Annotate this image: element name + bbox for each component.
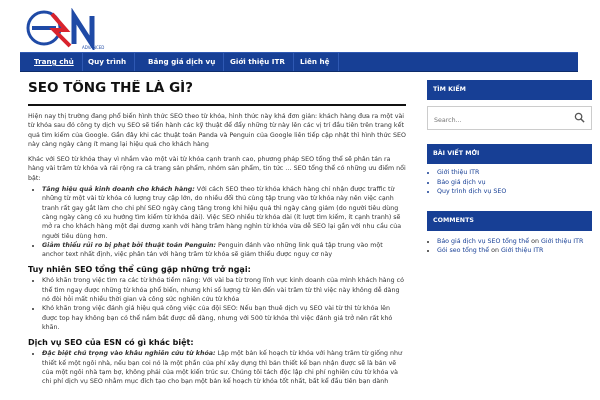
comment-author-link[interactable]: Báo giá dịch vụ SEO tổng thể [437,237,530,245]
recent-posts-title: BÀI VIẾT MỚI [427,144,592,164]
comment-post-link[interactable]: Giới thiệu ITR [541,237,584,245]
nav-process[interactable]: Quy trình [80,53,135,71]
list-item [42,349,406,386]
nav-home[interactable]: Trang chủ [26,53,83,71]
site-logo[interactable] [26,8,116,50]
list-item: • Khó khăn trong việc đánh giá hiệu quả công việc của đội SEO: Nếu bạn thuê dịch vụ SEO vài từ thì từ khóa lên được top hay không bạn có thể nắm bắt được dễ dàng, nhưng với 500 từ khóa thì việc đánh giá trở nên rất khó khăn. [42,304,406,332]
list-item-lead: Đặc biệt chú trọng vào khâu nghiên cứu từ khóa: [42,350,216,358]
list-item [437,187,592,197]
recent-post-link[interactable]: Giới thiệu ITR [437,169,480,176]
main-content [28,80,406,400]
list-item-lead: Giảm thiểu rủi ro bị phạt bởi thuật toán Penguin: [42,241,217,249]
search-icon[interactable] [574,112,585,123]
intro-paragraph: Hiện nay thị trường đang phổ biến hình thức SEO theo từ khóa, hình thức này khá đơn giản: khách hàng đưa ra một vài từ khóa sau đó công ty dịch vụ SEO sẽ tiến hành các kỹ thuật để đẩy những từ này lên các vị trí đầu tiên trên trang kết quả tìm kiếm của Google. Gần đây khi các thuật toán Panda và Penguin của Google liên tiếp cập nhật thì hình thức SEO này càng ngày càng ít mang lại hiệu quả cho khách hàng [28,113,406,148]
comment-author-link[interactable]: Gói seo tổng thể [437,247,490,255]
list-item [42,241,406,260]
search-box [427,106,592,130]
recent-posts-widget [427,144,592,197]
recent-post-link[interactable]: Quy trình dịch vụ SEO [437,188,507,196]
comments-widget [427,211,592,256]
nav-about-itr[interactable]: Giới thiệu ITR [222,53,294,71]
paragraph-advantages: Khác với SEO từ khóa thay vì nhắm vào một vài từ khóa cạnh tranh cao, phương pháp SEO tổng thể sẽ phân tán ra hàng vài trăm từ khóa và rải rộng ra cả trang sản phẩm, nhóm sản phẩm, tin tức … SEO tổng thể có những ưu điểm nổi bật: [28,156,406,182]
list-item [437,178,592,188]
recent-posts-list [427,168,592,197]
heading-differences: Dịch vụ SEO của ESN có gì khác biệt: [28,338,194,348]
page-title[interactable]: SEO TỔNG THỂ LÀ GÌ? [28,80,406,106]
site-header [0,0,600,56]
list-item [437,237,592,247]
list-item-text: Penguin đánh vào những link quá tập trung vào một anchor text nhất định, việc phân tán với hàng trăm từ khóa sẽ giảm thiểu được nguy cơ này [42,241,383,259]
search-input[interactable] [428,111,560,131]
sidebar [427,80,592,270]
main-navigation [20,52,578,72]
list-item [437,168,592,178]
advantages-list [28,185,406,259]
comment-post-link[interactable]: Giới thiệu ITR [501,247,544,255]
list-item-lead: Tăng hiệu quả kinh doanh cho khách hàng: [42,186,195,194]
obstacles-list [28,276,406,332]
comment-on-text: on [489,247,501,255]
list-item-text: Lập một bản kế hoạch từ khóa với hàng trăm từ giống như thiết kế một ngôi nhà, nếu bạn coi nó là một phần của phí xây dựng thì bản thiết kế bạn nhận được sẽ là bản vẽ của một ngôi nhà tạm bợ, không phải của một kiến trúc sư. Chúng tôi tách độc lập chi phí nghiên cứu từ khóa và chi phí dịch vụ SEO nhằm mục đích tạo cho bạn một bản kế hoạch từ khóa tốt nhất, bất kể đầu tiên bạn dành [42,350,402,386]
list-item: • Khó khăn trong việc tìm ra các từ khóa tiềm năng: Với vài ba từ trong lĩnh vực kinh doanh của mình khách hàng có thể tìm ngay được những từ khóa phổ biến, nhưng khi số lượng từ lên đến vài trăm từ thì việc này không dễ dàng nó đòi hỏi mất nhiều thời gian và công sức nghiên cứu từ khóa [42,276,406,304]
comment-on-text: on [529,237,541,245]
recent-post-link[interactable]: Bảo giá dịch vụ [437,178,486,186]
nav-contact[interactable]: Liên hệ [292,53,339,71]
heading-obstacles: Tuy nhiên SEO tổng thể cũng gặp những trở ngại: [28,265,251,275]
nav-pricing[interactable]: Bảng giá dịch vụ [140,53,224,71]
list-item [42,185,406,241]
differences-list [28,349,406,386]
list-item-text: Với cách SEO theo từ khóa khách hàng chỉ nhận được traffic từ những từ một vài từ khóa có lượng truy cập lớn, do nhiều đối thủ cùng tập trung vào từ khóa này nên việc cạnh tranh rất gay gắt làm cho chi phí SEO ngày càng tăng trong khi hiệu quả thì ngày càng giảm (do người tiêu dùng càng ngày càng có xu hướng tìm kiếm từ khóa dài). Việc SEO nhiều từ khóa dài (ít lượt tìm kiếm, ít cạnh tranh) sẽ mở ra cho khách hàng một đại dương xanh với hàng trăm hàng nghìn từ khóa vừa dễ SEO lại gần với nhu cầu của người tiêu dùng hơn. [42,186,402,240]
comments-list [427,237,592,256]
logo-subtext: ADVANCED [82,45,105,50]
search-widget-title: TÌM KIẾM [427,80,592,100]
search-widget [427,80,592,130]
comments-title: COMMENTS [427,211,592,231]
list-item [437,246,592,256]
